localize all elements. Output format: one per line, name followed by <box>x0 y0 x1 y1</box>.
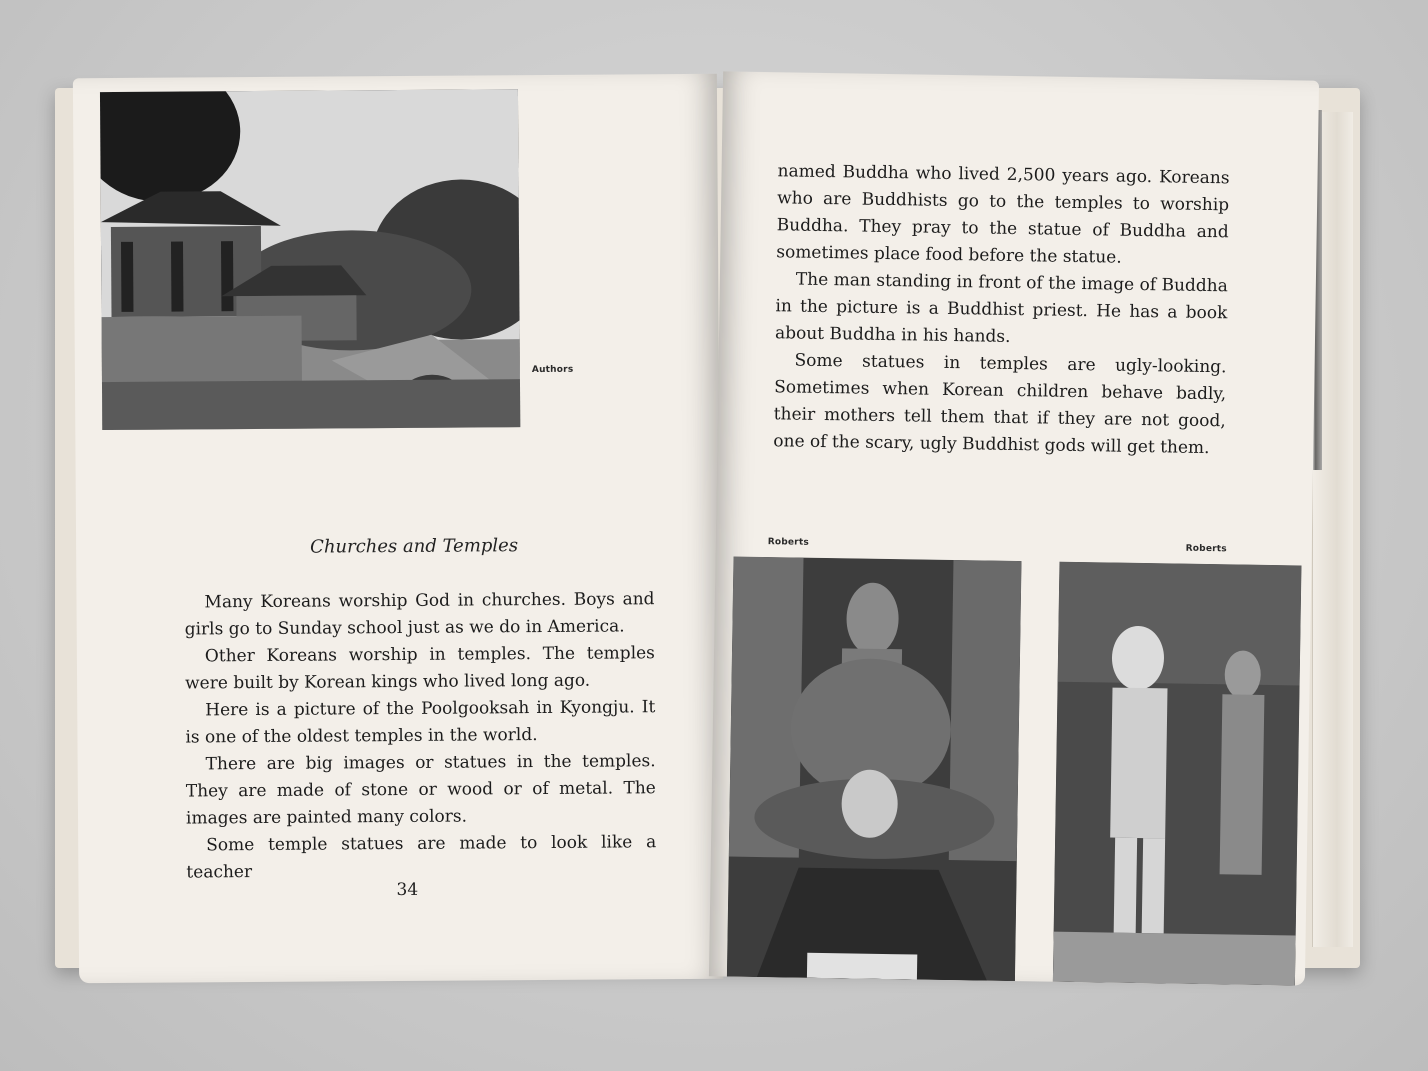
paragraph: Some statues in temples are ugly-looking. Sometimes when Korean children behave badly, their mothers tell them that if they are not good, one of the scary, ugly Buddhist gods will get them. <box>773 350 1227 459</box>
temple-illustration <box>100 89 520 430</box>
left-page <box>73 74 723 983</box>
paragraph: The man standing in front of the image of Buddha in the picture is a Buddhist priest. He has a book about Buddha in his hands. <box>774 269 1228 347</box>
paragraph: named Buddha who lived 2,500 years ago. Koreans who are Buddhists go to the temples to worship Buddha. They pray to the statue of Buddha and sometimes place food before the statue. <box>776 161 1230 268</box>
temple-statue-photo <box>1053 562 1302 986</box>
buddha-illustration <box>727 557 1022 981</box>
paragraph: Other Koreans worship in temples. The temples were built by Korean kings who lived long ago. <box>185 643 655 694</box>
paragraph: Here is a picture of the Poolgooksah in Kyongju. It is one of the oldest temples in the world. <box>185 697 656 748</box>
section-title: Churches and Temples <box>310 535 519 558</box>
photo-credit-left: Roberts <box>767 537 810 548</box>
page-number: 34 <box>396 879 419 901</box>
buddha-priest-photo <box>727 557 1022 981</box>
paragraph: Some temple statues are made to look like a teacher <box>186 832 657 883</box>
right-page <box>709 71 1319 985</box>
statue-illustration <box>1053 562 1302 986</box>
right-body-text <box>773 158 1230 462</box>
photo-credit: Authors <box>531 364 574 376</box>
photo-credit-right: Roberts <box>1185 543 1227 555</box>
left-body-text <box>184 586 656 886</box>
paragraph: There are big images or statues in the temples. They are made of stone or wood or of metal. The images are painted many colors. <box>185 751 656 829</box>
paragraph: Many Koreans worship God in churches. Boys and girls go to Sunday school just as we do in America. <box>184 589 655 640</box>
temple-photo <box>100 89 520 430</box>
